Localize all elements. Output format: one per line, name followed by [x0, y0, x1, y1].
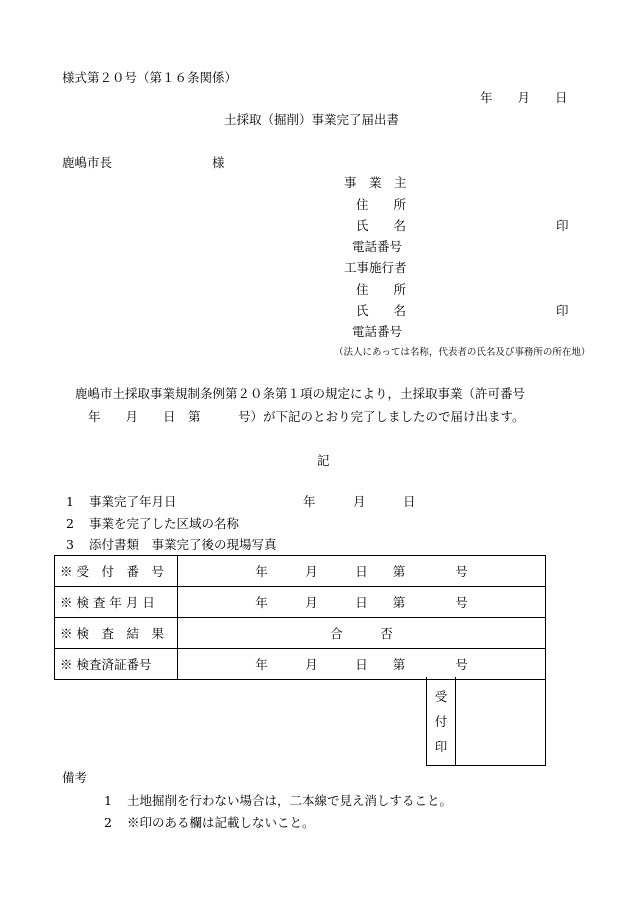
- contractor-address-label: 住 所: [356, 282, 407, 297]
- inspection-result-value: 合 否: [178, 618, 546, 649]
- remark-2-num: 2: [104, 815, 112, 830]
- item-2-text: 事業を完了した区域の名称: [89, 516, 240, 531]
- inspection-result-label: ※ 検 査 結 果: [55, 618, 178, 649]
- item-3-text: 添付書類 事業完了後の現場写真: [89, 537, 277, 552]
- item-1-num: 1: [66, 494, 74, 509]
- item-2-num: 2: [66, 516, 74, 531]
- receipt-seal-char: 印: [434, 739, 448, 755]
- applicant-name-label: 氏 名: [356, 218, 407, 233]
- table-row: [55, 618, 546, 649]
- ki-heading: 記: [317, 453, 330, 468]
- remark-2-text: ※印のある欄は記載しないこと。: [127, 815, 315, 830]
- office-use-table: [54, 555, 546, 680]
- page-title: 土採取（掘削）事業完了届出書: [224, 112, 400, 127]
- contractor-label: 工事施行者: [344, 260, 407, 275]
- contractor-seal: 印: [556, 303, 569, 318]
- item-1-value: 年 月 日: [303, 494, 416, 509]
- applicant-address-label: 住 所: [356, 197, 407, 212]
- inspection-date-label: ※ 検 査 年 月 日: [55, 587, 178, 618]
- remark-1-text: 土地掘削を行わない場合は，二本線で見え消しすること。: [127, 793, 453, 808]
- body-line-1: 鹿嶋市土採取事業規制条例第２０条第１項の規定により，土採取事業（許可番号: [75, 386, 526, 401]
- contractor-name-label: 氏 名: [356, 303, 407, 318]
- business-owner-label: 事 業 主: [344, 175, 407, 190]
- remarks-title: 備考: [62, 770, 88, 785]
- receipt-seal-char: 受: [434, 688, 448, 704]
- inspection-date-value: 年 月 日 第 号: [178, 587, 546, 618]
- addressee: 鹿嶋市長 様: [62, 155, 225, 170]
- table-row: [55, 587, 546, 618]
- reception-number-label: ※ 受 付 番 号: [55, 556, 178, 587]
- receipt-seal-box: [426, 677, 546, 766]
- form-number: 様式第２０号（第１６条関係）: [62, 70, 238, 85]
- remark-1-num: 1: [104, 793, 112, 808]
- contractor-phone-label: 電話番号: [352, 324, 403, 339]
- item-3-num: 3: [66, 537, 74, 552]
- reception-number-value: 年 月 日 第 号: [178, 556, 546, 587]
- corporate-note: （法人にあっては名称，代表者の氏名及び事務所の所在地）: [334, 347, 591, 358]
- item-1-text: 事業完了年月日: [89, 494, 177, 509]
- date-line: 年 月 日: [480, 90, 568, 105]
- body-line-2: 年 月 日 第 号）が下記のとおり完了しましたので届け出ます。: [88, 409, 525, 424]
- table-row: [55, 649, 546, 680]
- applicant-seal: 印: [556, 218, 569, 233]
- certificate-number-label: ※ 検査済証番号: [55, 649, 178, 680]
- certificate-number-value: 年 月 日 第 号: [178, 649, 546, 680]
- receipt-seal-label: [427, 677, 456, 765]
- table-row: [55, 556, 546, 587]
- applicant-phone-label: 電話番号: [352, 239, 403, 254]
- receipt-seal-char: 付: [434, 713, 448, 729]
